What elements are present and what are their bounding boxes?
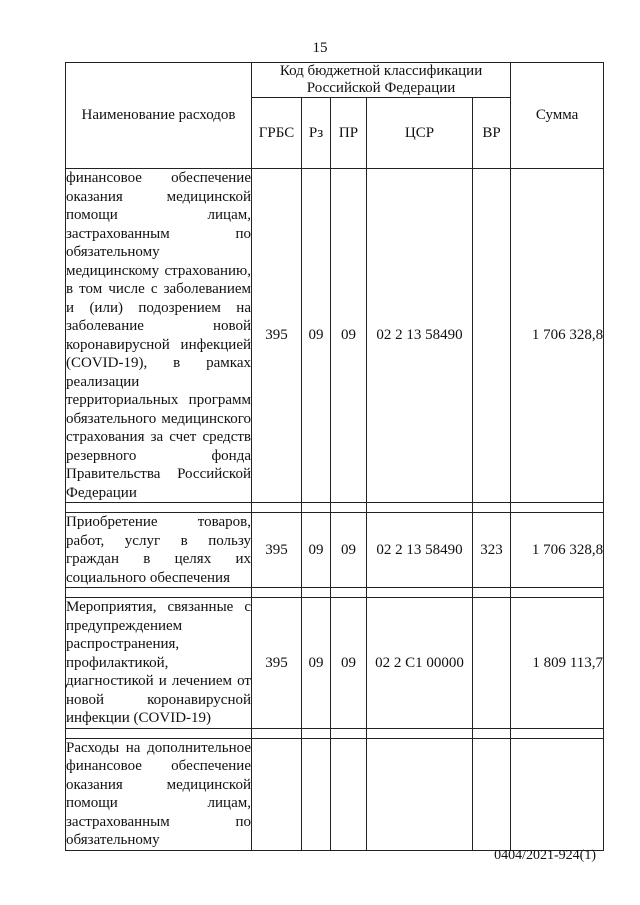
row-pr: 09 — [331, 513, 367, 588]
table-row — [66, 598, 604, 729]
row-name: Расходы на дополнительное финансовое обеспечение оказания медицинской помощи лицам, застрахованным по обязательному — [66, 739, 251, 848]
row-rz: 09 — [302, 598, 331, 729]
document-code: 0404/2021-924(1) — [494, 848, 596, 863]
row-csr: 02 2 13 58490 — [367, 513, 473, 588]
row-pr: 09 — [331, 598, 367, 729]
row-vr: 323 — [473, 513, 511, 588]
header-grbs: ГРБС — [252, 98, 302, 169]
row-grbs: 395 — [252, 598, 302, 729]
row-spacer — [66, 588, 604, 598]
row-vr — [473, 738, 511, 850]
table-row — [66, 513, 604, 588]
row-rz: 09 — [302, 513, 331, 588]
row-sum: 1 809 113,7 — [511, 598, 604, 729]
header-rz: Рз — [302, 98, 331, 169]
page-number: 15 — [312, 40, 328, 56]
row-name: финансовое обеспечение оказания медицинской помощи лицам, застрахованным по обязательному медицинскому страхованию, в том числе с заболеванием и (или) подозрением на заболевание новой коронавирусной инфекцией (COVID-19), в рамках реализации территориальных программ обязательного медицинского страхования за счет средств резервного фонда Правительства Российской Федерации — [66, 170, 251, 501]
header-code-group: Код бюджетной классификации Российской Федерации — [252, 63, 511, 98]
row-spacer — [66, 503, 604, 513]
row-grbs — [252, 738, 302, 850]
row-name: Мероприятия, связанные с предупреждением распространения, профилактикой, диагностикой и лечением от новой коронавирусной инфекции (COVID-19) — [66, 599, 251, 726]
header-row-top — [66, 63, 604, 98]
table-row — [66, 169, 604, 503]
row-pr — [331, 738, 367, 850]
header-pr: ПР — [331, 98, 367, 169]
row-name: Приобретение товаров, работ, услуг в пользу граждан в целях их социального обеспечения — [66, 514, 251, 586]
row-pr: 09 — [331, 169, 367, 503]
header-vr: ВР — [473, 98, 511, 169]
header-name-column: Наименование расходов — [66, 63, 252, 169]
row-sum: 1 706 328,8 — [511, 169, 604, 503]
row-vr — [473, 598, 511, 729]
row-sum: 1 706 328,8 — [511, 513, 604, 588]
budget-table — [65, 62, 604, 851]
table-row — [66, 738, 604, 850]
row-grbs: 395 — [252, 513, 302, 588]
row-csr: 02 2 13 58490 — [367, 169, 473, 503]
row-csr — [367, 738, 473, 850]
row-vr — [473, 169, 511, 503]
row-grbs: 395 — [252, 169, 302, 503]
header-sum-column: Сумма — [511, 63, 604, 169]
header-csr: ЦСР — [367, 98, 473, 169]
row-rz: 09 — [302, 169, 331, 503]
row-spacer — [66, 728, 604, 738]
row-rz — [302, 738, 331, 850]
row-csr: 02 2 С1 00000 — [367, 598, 473, 729]
row-sum — [511, 738, 604, 850]
